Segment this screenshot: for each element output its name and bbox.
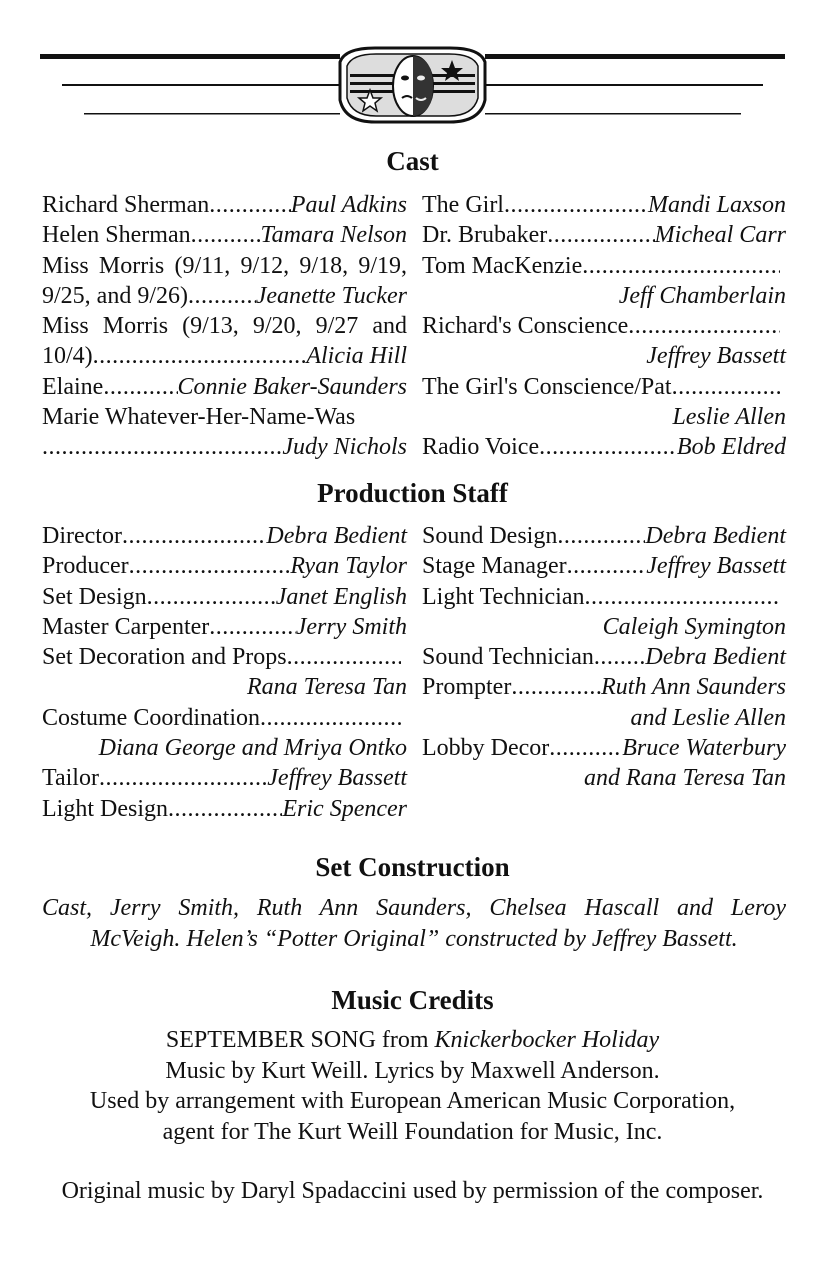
role: Light Design: [42, 795, 168, 822]
theater-masks-emblem-icon: [40, 40, 785, 130]
cast-entry: [42, 341, 407, 371]
role: Lobby Decor: [422, 735, 550, 762]
staff-entry: [42, 582, 407, 612]
actor: Leslie Allen: [672, 404, 786, 431]
person: Janet English: [275, 583, 407, 610]
role: Set Decoration and Props: [42, 644, 287, 671]
cast-entry: [42, 372, 407, 402]
actor: Jeffrey Bassett: [646, 343, 786, 370]
role: Sound Design: [422, 523, 558, 549]
role: The Girl's Conscience/Pat: [422, 373, 672, 400]
music-line: Used by arrangement with European American Music Corporation,: [89, 1088, 736, 1114]
person: Debra Bedient: [645, 523, 786, 549]
credits-line: Cast, Jerry Smith, Ruth Ann Saunders, Chelsea Hascall and Leroy: [42, 895, 786, 921]
staff-entry: [422, 582, 786, 612]
role-line: Miss Morris (9/13, 9/20, 9/27 and: [42, 313, 407, 340]
role: Tailor: [42, 765, 99, 792]
role: 10/4): [42, 343, 93, 370]
person: Jeffrey Bassett: [646, 553, 786, 580]
cast-entry: [422, 220, 786, 250]
role: Stage Manager: [422, 553, 567, 580]
role: Light Technician: [422, 583, 585, 610]
person: Jeffrey Bassett: [267, 765, 407, 792]
production-staff-heading: Production Staff: [317, 478, 508, 508]
credits-line: McVeigh. Helen’s “Potter Original” constructed by Jeffrey Bassett.: [90, 925, 738, 952]
person: Bruce Waterbury: [622, 735, 786, 762]
role: Radio Voice: [422, 434, 540, 461]
role: Helen Sherman: [42, 222, 191, 249]
staff-right-column: [422, 521, 786, 794]
role: Costume Coordination: [42, 704, 260, 731]
role-line: Miss Morris (9/11, 9/12, 9/18, 9/19,: [42, 252, 407, 279]
actor: Paul Adkins: [290, 192, 407, 218]
staff-left-column: [42, 521, 407, 824]
role: Prompter: [422, 674, 512, 701]
role: Tom MacKenzie: [422, 252, 583, 279]
staff-entry: [422, 733, 786, 763]
person: Ruth Ann Saunders: [601, 674, 786, 701]
staff-entry: [422, 551, 786, 581]
staff-entry: [42, 763, 407, 793]
actor: Jeanette Tucker: [255, 282, 407, 309]
role: Producer: [42, 553, 129, 580]
cast-entry: [422, 251, 786, 281]
person-continued: and Rana Teresa Tan: [583, 765, 786, 792]
actor: Tamara Nelson: [260, 222, 407, 249]
role: Director: [42, 523, 122, 549]
cast-entry: [422, 372, 786, 402]
role: 9/25, and 9/26): [42, 282, 188, 309]
actor: Mandi Laxson: [648, 192, 786, 218]
staff-entry: [422, 521, 786, 551]
person: Jerry Smith: [295, 613, 407, 640]
staff-entry: [42, 703, 407, 733]
original-music-credit: Original music by Daryl Spadaccini used by permission of the composer.: [61, 1178, 764, 1204]
song-title: SEPTEMBER SONG from: [165, 1027, 435, 1053]
role-line: Marie Whatever-Her-Name-Was: [42, 404, 356, 431]
person: Debra Bedient: [645, 644, 786, 671]
staff-entry: [42, 521, 407, 551]
role: Set Design: [42, 583, 147, 610]
cast-entry: [422, 432, 786, 462]
role: Richard Sherman: [42, 192, 210, 218]
set-construction-heading: Set Construction: [315, 852, 510, 882]
staff-entry: [422, 672, 786, 702]
music-credits-block: [40, 1025, 785, 1147]
cast-entry: [42, 432, 407, 462]
set-construction-credits: [42, 893, 786, 954]
person: Debra Bedient: [266, 523, 407, 549]
music-line: agent for The Kurt Weill Foundation for Music, Inc.: [162, 1118, 663, 1145]
staff-entry: [42, 794, 407, 824]
cast-entry: [42, 281, 407, 311]
cast-entry: [422, 190, 786, 220]
song-credit: [40, 1025, 785, 1056]
actor: Alicia Hill: [306, 343, 407, 370]
person: Eric Spencer: [282, 795, 407, 822]
role: The Girl: [422, 192, 504, 218]
cast-entry: [42, 220, 407, 250]
cast-heading: Cast: [386, 146, 439, 176]
music-line: Music by Kurt Weill. Lyrics by Maxwell Anderson.: [165, 1057, 660, 1084]
role: Richard's Conscience: [422, 313, 629, 340]
staff-entry: [42, 551, 407, 581]
role: Master Carpenter: [42, 613, 210, 640]
cast-entry: [422, 311, 786, 341]
actor: Micheal Carr: [654, 222, 786, 249]
actor: Connie Baker-Saunders: [177, 373, 407, 400]
person: Rana Teresa Tan: [246, 674, 407, 701]
person: Diana George and Mriya Ontko: [98, 735, 407, 762]
actor: Jeff Chamberlain: [618, 282, 786, 309]
role: Dr. Brubaker: [422, 222, 548, 249]
header-emblem: [40, 40, 785, 130]
person: Caleigh Symington: [602, 613, 786, 640]
cast-right-column: [422, 190, 786, 463]
person-continued: and Leslie Allen: [630, 704, 786, 731]
song-source: Knickerbocker Holiday: [434, 1027, 660, 1053]
cast-entry: [42, 190, 407, 220]
actor: Bob Eldred: [676, 434, 786, 461]
staff-entry: [422, 642, 786, 672]
role: Elaine: [42, 373, 104, 400]
staff-entry: [42, 642, 407, 672]
actor: Judy Nichols: [282, 434, 407, 461]
cast-left-column: [42, 190, 407, 463]
staff-entry: [42, 612, 407, 642]
person: Ryan Taylor: [290, 553, 407, 580]
music-credits-heading: Music Credits: [331, 985, 494, 1015]
role: Sound Technician: [422, 644, 594, 671]
